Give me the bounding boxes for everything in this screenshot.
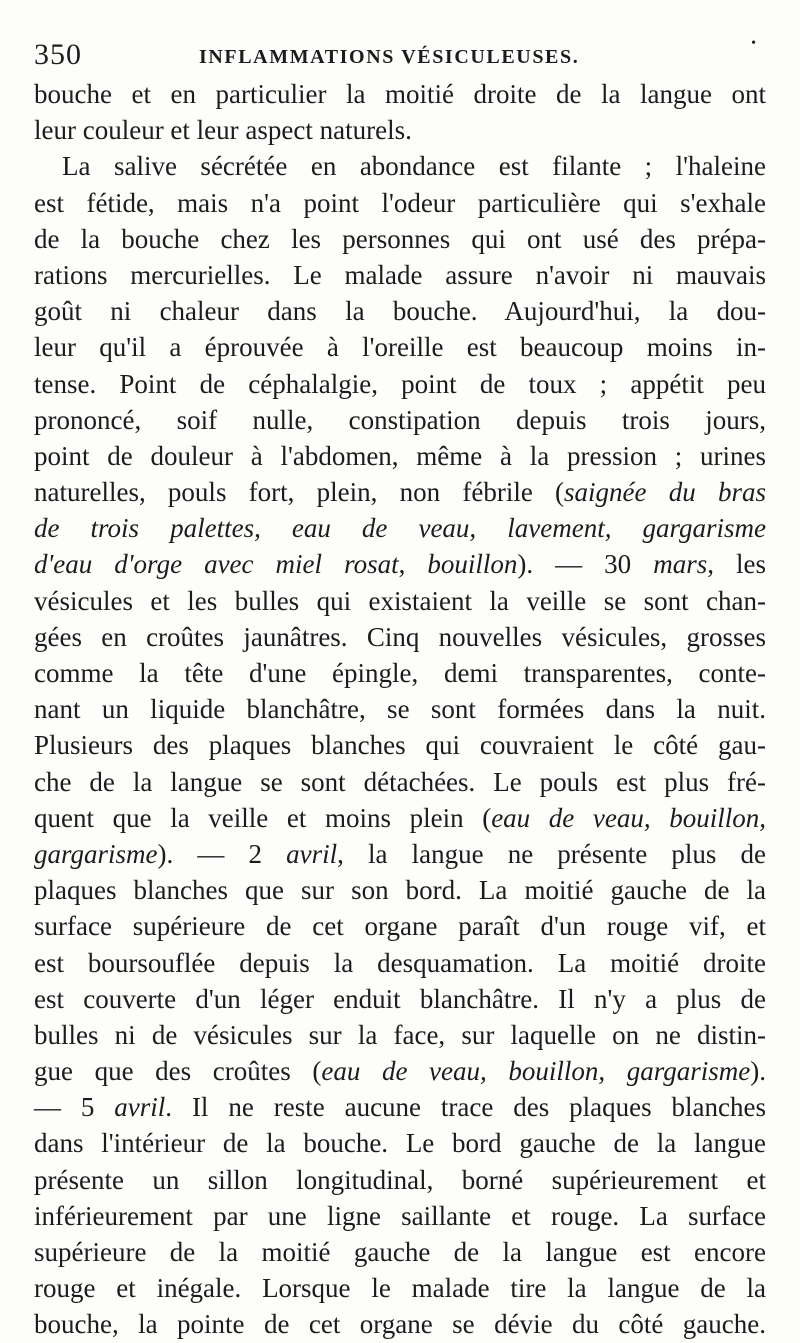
text-run: ). — 30 bbox=[517, 549, 654, 580]
text-run: , la langue ne présente plus de bbox=[337, 838, 766, 869]
italic-text: saignée du bras bbox=[564, 477, 766, 508]
text-run: gées en croûtes jaunâtres. Cinq nouvelles vésicules, grosses bbox=[34, 621, 766, 652]
italic-text: eau de veau, bouillon, bbox=[491, 802, 766, 833]
text-line bbox=[34, 293, 766, 329]
text-run: tense. Point de céphalalgie, point de toux ; appétit peu bbox=[34, 368, 766, 399]
text-line bbox=[34, 1125, 766, 1161]
page-header bbox=[34, 38, 764, 78]
text-line bbox=[34, 619, 766, 655]
text-line bbox=[34, 583, 766, 619]
text-run: rations mercurielles. Le malade assure n'avoir ni mauvais bbox=[34, 259, 766, 290]
text-run: naturelles, pouls fort, plein, non fébrile ( bbox=[34, 477, 565, 508]
running-title: INFLAMMATIONS VÉSICULEUSES. bbox=[199, 46, 580, 68]
text-line bbox=[34, 76, 766, 112]
text-line bbox=[34, 1234, 766, 1270]
text-run: goût ni chaleur dans la bouche. Aujourd'hui, la dou- bbox=[34, 296, 766, 327]
text-run: est boursouflée depuis la desquamation. La moitié droite bbox=[34, 947, 766, 978]
text-run: comme la tête d'une épingle, demi transparentes, conte- bbox=[34, 658, 766, 688]
text-line bbox=[34, 1162, 766, 1198]
text-line bbox=[34, 474, 766, 510]
text-line bbox=[34, 764, 766, 800]
text-line bbox=[34, 727, 766, 763]
text-line bbox=[34, 329, 766, 365]
text-run: leur qu'il a éprouvée à l'oreille est beaucoup moins in- bbox=[34, 332, 766, 363]
text-line bbox=[34, 1017, 766, 1053]
italic-text: de trois palettes, eau de veau, lavement, gargarisme bbox=[34, 513, 766, 544]
text-line bbox=[34, 691, 766, 727]
italic-text: gargarisme bbox=[34, 838, 158, 869]
body-text bbox=[34, 76, 766, 1343]
italic-text: avril bbox=[286, 838, 338, 869]
text-line bbox=[34, 366, 766, 402]
text-run: — 5 bbox=[34, 1092, 115, 1123]
text-run: bouche et en particulier la moitié droite de la langue ont bbox=[34, 79, 766, 109]
text-run: La salive sécrétée en abondance est filante ; l'haleine bbox=[62, 151, 766, 182]
text-run: nant un liquide blanchâtre, se sont formées dans la nuit. bbox=[34, 694, 766, 725]
text-run: Plusieurs des plaques blanches qui couvraient le côté gau- bbox=[34, 730, 766, 761]
text-run: point de douleur à l'abdomen, même à la pression ; urines bbox=[34, 440, 766, 471]
text-run: bulles ni de vésicules sur la face, sur laquelle on ne distin- bbox=[34, 1019, 766, 1050]
text-run: rouge et inégale. Lorsque le malade tire la langue de la bbox=[34, 1273, 766, 1304]
text-line bbox=[34, 1270, 766, 1306]
text-run: est couverte d'un léger enduit blanchâtre. Il n'y a plus de bbox=[34, 983, 766, 1014]
text-line bbox=[34, 510, 766, 546]
text-line bbox=[34, 402, 766, 438]
text-line bbox=[34, 872, 766, 908]
text-line bbox=[34, 185, 766, 221]
text-line bbox=[34, 800, 766, 836]
italic-text: mars bbox=[653, 549, 708, 580]
ink-mark: • bbox=[751, 36, 756, 51]
text-line bbox=[34, 1198, 766, 1234]
text-run: quent que la veille et moins plein ( bbox=[34, 802, 492, 833]
text-line bbox=[34, 112, 766, 148]
text-run: plaques blanches que sur son bord. La moitié gauche de la bbox=[34, 875, 766, 906]
text-line bbox=[34, 908, 766, 944]
text-run: ). — 2 bbox=[157, 838, 287, 869]
text-run: vésicules et les bulles qui existaient la veille se sont chan- bbox=[34, 585, 766, 616]
italic-text: avril bbox=[114, 1092, 166, 1123]
text-run: prononcé, soif nulle, constipation depuis trois jours, bbox=[34, 404, 766, 435]
text-run: inférieurement par une ligne saillante et rouge. La surface bbox=[34, 1200, 766, 1231]
text-run: présente un sillon longitudinal, borné supérieurement et bbox=[34, 1164, 766, 1195]
text-run: est fétide, mais n'a point l'odeur particulière qui s'exhale bbox=[34, 187, 766, 218]
text-line bbox=[34, 836, 766, 872]
text-run: gue que des croûtes ( bbox=[34, 1056, 322, 1087]
text-run: surface supérieure de cet organe paraît d'un rouge vif, et bbox=[34, 911, 766, 942]
text-line bbox=[34, 546, 766, 582]
text-run: ). bbox=[750, 1056, 766, 1087]
text-run: , bbox=[398, 549, 428, 580]
page-number: 350 bbox=[34, 38, 82, 71]
text-run: supérieure de la moitié gauche de la langue est encore bbox=[34, 1237, 766, 1267]
italic-text: bouillon bbox=[427, 549, 518, 580]
text-line bbox=[34, 981, 766, 1017]
text-run: bouche, la pointe de cet organe se dévie du côté gauche. bbox=[34, 1309, 766, 1340]
text-run: leur couleur et leur aspect naturels. bbox=[34, 115, 412, 146]
text-line bbox=[34, 438, 766, 474]
text-line bbox=[34, 148, 766, 184]
text-line bbox=[34, 1306, 766, 1342]
text-line bbox=[34, 945, 766, 981]
text-run: de la bouche chez les personnes qui ont usé des prépa- bbox=[34, 223, 766, 254]
text-line bbox=[34, 1053, 766, 1089]
text-line bbox=[34, 257, 766, 293]
text-line bbox=[34, 221, 766, 257]
text-line bbox=[34, 655, 766, 691]
italic-text: d'eau d'orge avec miel rosat bbox=[34, 549, 399, 580]
text-run: , les bbox=[707, 549, 766, 580]
text-run: dans l'intérieur de la bouche. Le bord gauche de la langue bbox=[34, 1128, 766, 1159]
italic-text: eau de veau, bouillon, gargarisme bbox=[321, 1056, 751, 1087]
text-run: . Il ne reste aucune trace des plaques blanches bbox=[165, 1092, 766, 1123]
text-run: che de la langue se sont détachées. Le pouls est plus fré- bbox=[34, 766, 766, 797]
text-line bbox=[34, 1089, 766, 1125]
